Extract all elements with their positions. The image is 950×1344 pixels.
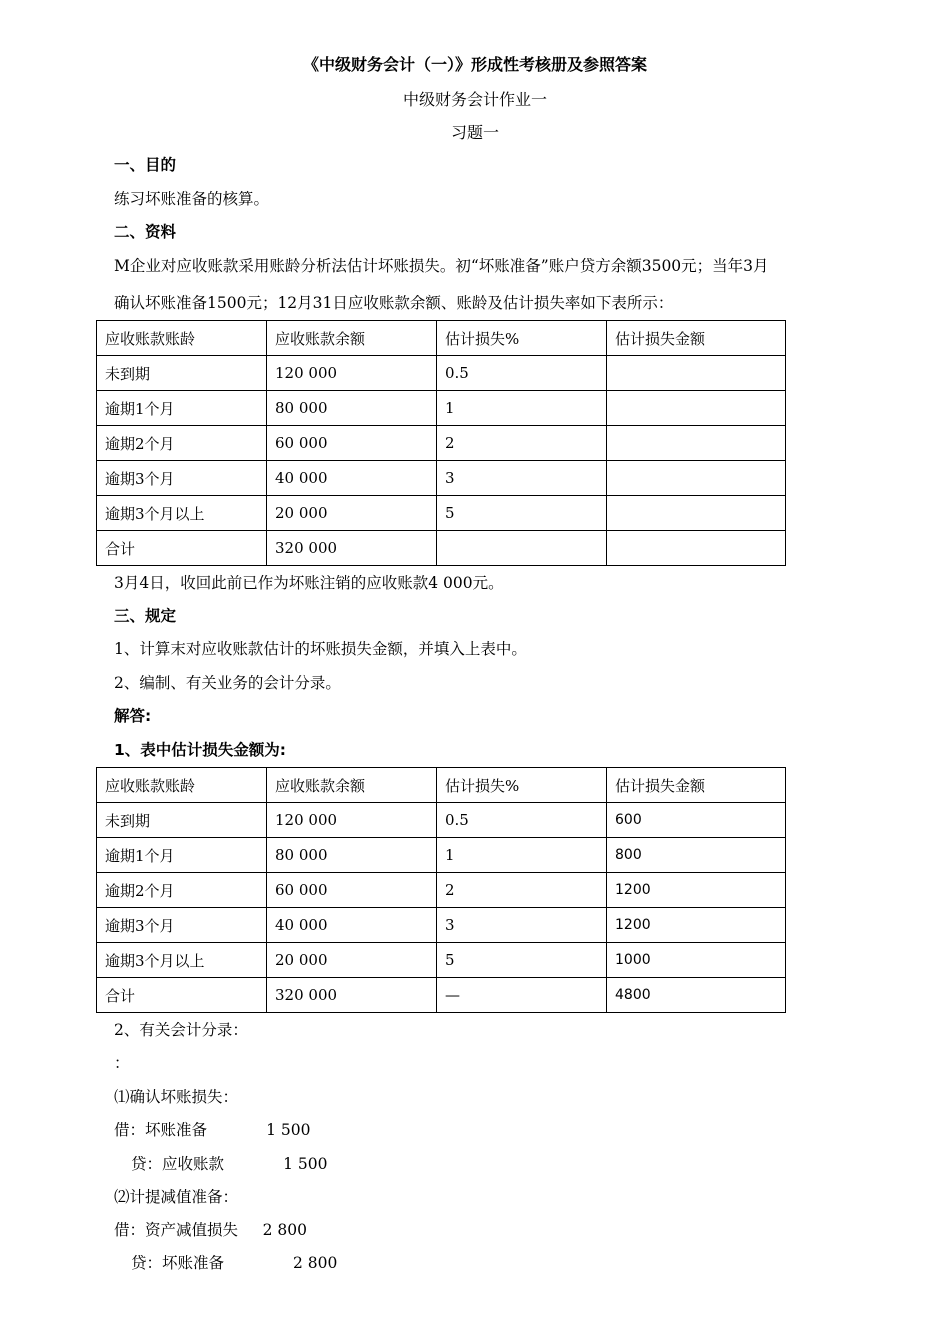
- estimated-loss-total-cell: 4800: [607, 978, 786, 1013]
- document-subtitle: 中级财务会计作业一: [402, 90, 547, 109]
- entry-2-title: ⑵计提减值准备：: [114, 1188, 239, 1206]
- aging-table-blank: [96, 320, 786, 566]
- table-cell: 320 000: [267, 978, 437, 1013]
- table-cell: 3: [437, 908, 607, 943]
- note-after-table: 3月4日，收回此前已作为坏账注销的应收账款4 000元。: [114, 574, 504, 592]
- table-cell: 5: [437, 496, 607, 531]
- table-cell: [607, 531, 786, 566]
- header-cell: 应收账款余额: [267, 321, 437, 356]
- table-cell: 逾期2个月: [97, 873, 267, 908]
- table-cell: [607, 496, 786, 531]
- entry-1-credit: 贷：应收账款 1 500: [131, 1155, 328, 1173]
- table-row: [97, 908, 786, 943]
- table-cell: 未到期: [97, 356, 267, 391]
- table-row: [97, 943, 786, 978]
- colon-line: ：: [114, 1054, 130, 1072]
- header-cell: 估计损失%: [437, 321, 607, 356]
- estimated-loss-cell: 800: [607, 838, 786, 873]
- table-cell: [607, 391, 786, 426]
- table-cell: 3: [437, 461, 607, 496]
- table-cell: 合计: [97, 531, 267, 566]
- table-row: [97, 496, 786, 531]
- table-cell: 1: [437, 391, 607, 426]
- table-cell: 5: [437, 943, 607, 978]
- table-cell: 320 000: [267, 531, 437, 566]
- table-cell: 1: [437, 838, 607, 873]
- table-total-row: [97, 531, 786, 566]
- purpose-heading: 一、目的: [114, 156, 177, 174]
- material-text-line1: M企业对应收账款采用账龄分析法估计坏账损失。初“坏账准备”账户贷方余额3500元；当年3月: [114, 257, 769, 275]
- material-text-line2: 确认坏账准备1500元；12月31日应收账款余额、账龄及估计损失率如下表所示：: [114, 294, 674, 312]
- table-header-row: [97, 768, 786, 803]
- table-cell: 40 000: [267, 461, 437, 496]
- answer-2-heading: 2、有关会计分录：: [114, 1021, 248, 1039]
- exercise-heading: 习题一: [450, 123, 499, 142]
- table-cell: [607, 461, 786, 496]
- header-cell: 应收账款账龄: [97, 768, 267, 803]
- table-header-row: [97, 321, 786, 356]
- table-row: [97, 838, 786, 873]
- table-total-row: [97, 978, 786, 1013]
- table-cell: 40 000: [267, 908, 437, 943]
- table-cell: 合计: [97, 978, 267, 1013]
- table-cell: 逾期1个月: [97, 838, 267, 873]
- header-cell: 估计损失金额: [607, 321, 786, 356]
- table-cell: 0.5: [437, 356, 607, 391]
- rule-1: 1、计算末对应收账款估计的坏账损失金额，并填入上表中。: [114, 640, 527, 658]
- entry-2-debit: 借：资产减值损失 2 800: [114, 1221, 308, 1239]
- table-cell: 逾期3个月: [97, 461, 267, 496]
- header-cell: 应收账款余额: [267, 768, 437, 803]
- table-cell: 逾期1个月: [97, 391, 267, 426]
- header-cell: 估计损失金额: [607, 768, 786, 803]
- material-heading: 二、资料: [114, 223, 177, 241]
- table-row: [97, 873, 786, 908]
- entry-1-debit: 借：坏账准备 1 500: [114, 1121, 311, 1139]
- table-cell: 60 000: [267, 426, 437, 461]
- table-cell: 逾期3个月: [97, 908, 267, 943]
- table-row: [97, 426, 786, 461]
- table-cell: 逾期3个月以上: [97, 496, 267, 531]
- answer-1-heading: 1、表中估计损失金额为:: [114, 741, 286, 759]
- entry-1-title: ⑴确认坏账损失：: [114, 1088, 239, 1106]
- purpose-text: 练习坏账准备的核算。: [114, 190, 270, 208]
- table-cell: 逾期2个月: [97, 426, 267, 461]
- entry-2-credit: 贷：坏账准备 2 800: [131, 1254, 338, 1272]
- table-cell: 逾期3个月以上: [97, 943, 267, 978]
- estimated-loss-cell: 1200: [607, 908, 786, 943]
- table-cell: 20 000: [267, 943, 437, 978]
- document-title: 《中级财务会计（一）》形成性考核册及参照答案: [302, 55, 647, 74]
- table-cell: 120 000: [267, 356, 437, 391]
- header-cell: 应收账款账龄: [97, 321, 267, 356]
- table-cell: [607, 356, 786, 391]
- table-cell: 60 000: [267, 873, 437, 908]
- table-row: [97, 391, 786, 426]
- aging-table-answer: [96, 767, 786, 1013]
- table-cell: 2: [437, 873, 607, 908]
- table-cell: 未到期: [97, 803, 267, 838]
- table-cell: 20 000: [267, 496, 437, 531]
- table-cell: 0.5: [437, 803, 607, 838]
- table-cell: —: [437, 978, 607, 1013]
- table-cell: 2: [437, 426, 607, 461]
- table-cell: [437, 531, 607, 566]
- rule-2: 2、编制、有关业务的会计分录。: [114, 674, 341, 692]
- table-cell: 80 000: [267, 838, 437, 873]
- rules-heading: 三、规定: [114, 607, 177, 625]
- table-row: [97, 356, 786, 391]
- estimated-loss-cell: 1000: [607, 943, 786, 978]
- answer-heading: 解答:: [114, 707, 152, 725]
- estimated-loss-cell: 600: [607, 803, 786, 838]
- table-row: [97, 461, 786, 496]
- table-row: [97, 803, 786, 838]
- table-cell: [607, 426, 786, 461]
- header-cell: 估计损失%: [437, 768, 607, 803]
- table-cell: 120 000: [267, 803, 437, 838]
- table-cell: 80 000: [267, 391, 437, 426]
- estimated-loss-cell: 1200: [607, 873, 786, 908]
